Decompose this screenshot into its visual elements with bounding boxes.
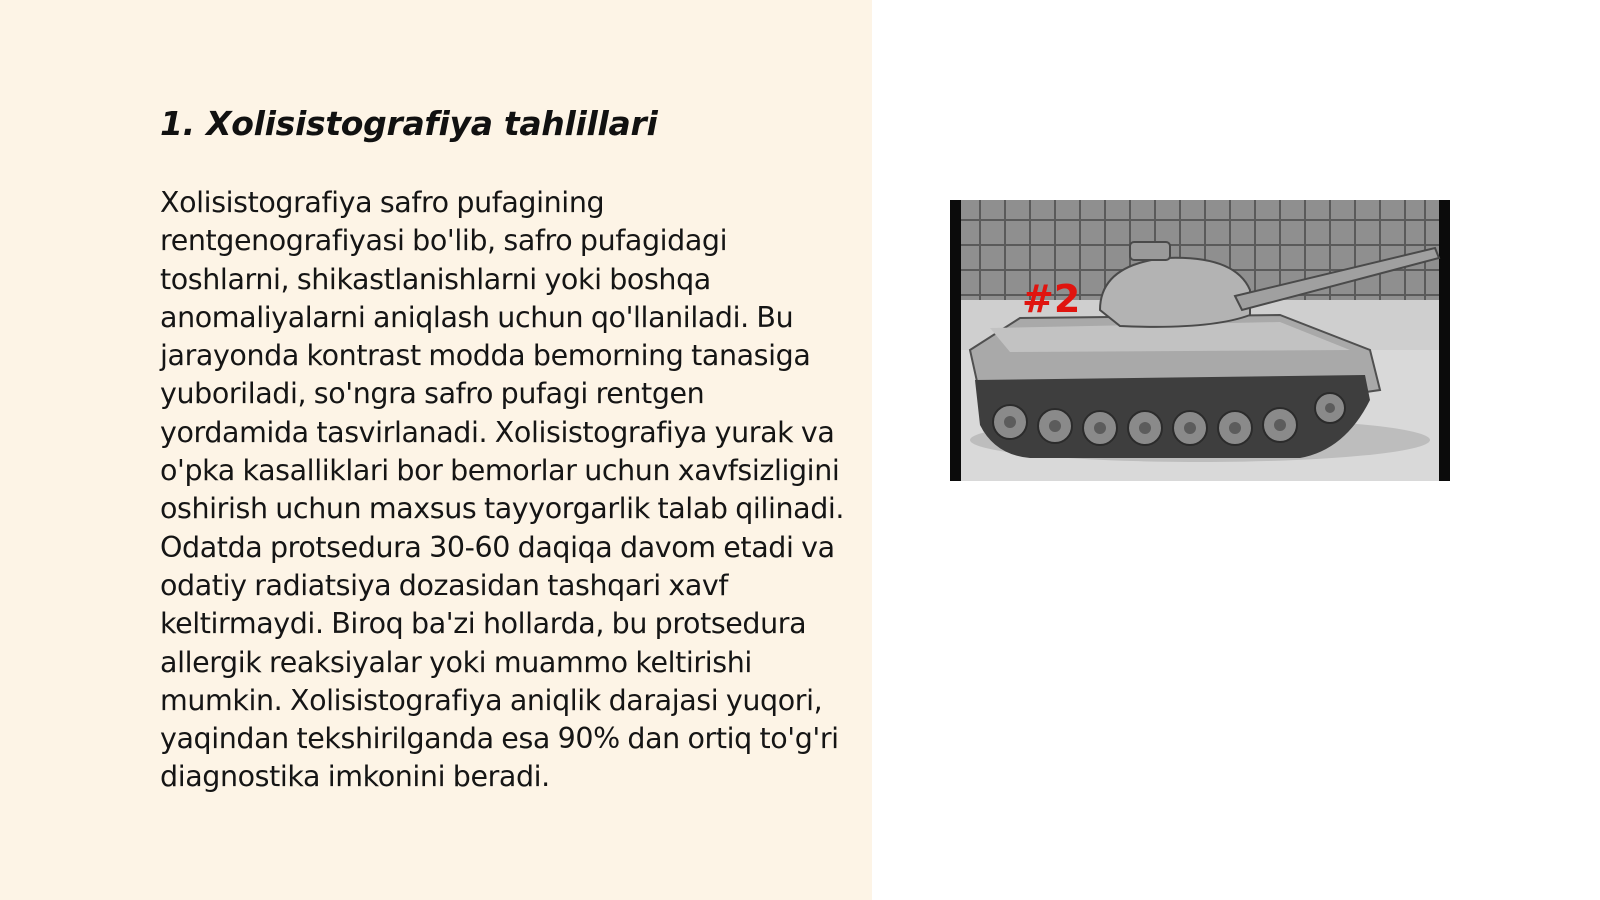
image-label: #2 bbox=[1022, 277, 1081, 321]
slide-paragraph: Xolisistografiya safro pufagining rentgenografiyasi bo'lib, safro pufagidagi toshlarni, shikastlanishlarni yoki boshqa anomaliyalarni aniqlash uchun qo'llaniladi. Bu jarayonda kontrast modda bemorning tanasiga yuboriladi, so'ngra safro pufagi rentgen yordamida tasvirlanadi. Xolisistografiya yurak va o'pka kasalliklari bor bemorlar uchun xavfsizligini oshirish uchun maxsus tayyorgarlik talab qilinadi. Odatda protsedura 30-60 daqiqa davom etadi va odatiy radiatsiya dozasidan tashqari xavf keltirmaydi. Biroq ba'zi hollarda, bu protsedura allergik reaksiyalar yoki muammo keltirishi mumkin. Xolisistografiya aniqlik darajasi yuqori, yaqindan tekshirilganda esa 90% dan ortiq to'g'ri diagnostika imkonini beradi. bbox=[160, 186, 845, 794]
tank-photo bbox=[950, 200, 1450, 481]
slide-heading: 1. Xolisistografiya tahlillari bbox=[160, 104, 658, 143]
